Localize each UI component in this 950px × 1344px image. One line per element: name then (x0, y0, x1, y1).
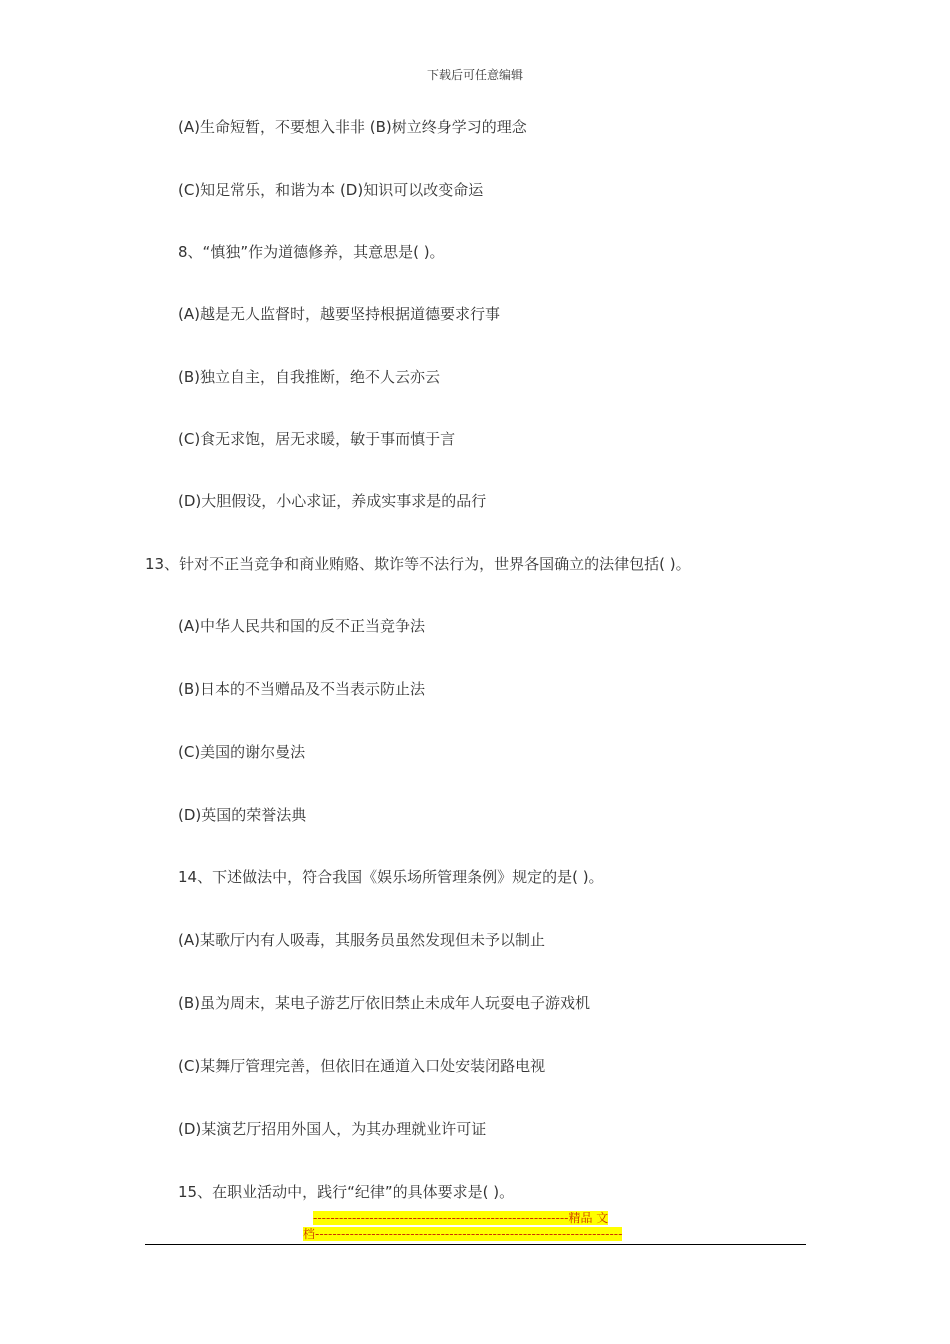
option-line: (C)某舞厅管理完善，但依旧在通道入口处安装闭路电视 (178, 1057, 546, 1075)
option-line: (B)日本的不当赠品及不当表示防止法 (178, 680, 425, 698)
option-line: (C)食无求饱，居无求暖，敏于事而慎于言 (178, 430, 456, 448)
question-8: 8、“慎独”作为道德修养，其意思是( )。 (178, 243, 445, 261)
watermark-footer (303, 1210, 648, 1242)
option-line: (A)生命短暂，不要想入非非 (B)树立终身学习的理念 (178, 118, 527, 136)
question-15: 15、在职业活动中，践行“纪律”的具体要求是( )。 (178, 1183, 515, 1201)
footer-divider (145, 1244, 806, 1245)
option-line: (D)大胆假设，小心求证，养成实事求是的品行 (178, 492, 487, 510)
option-line: (D)某演艺厅招用外国人，为其办理就业许可证 (178, 1120, 487, 1138)
option-line: (A)某歌厅内有人吸毒，其服务员虽然发现但未予以制止 (178, 931, 545, 949)
page-header: 下载后可任意编辑 (426, 68, 523, 82)
option-line: (B)独立自主，自我推断，绝不人云亦云 (178, 368, 440, 386)
option-line: (A)越是无人监督时，越要坚持根据道德要求行事 (178, 305, 500, 323)
option-line: (C)知足常乐，和谐为本 (D)知识可以改变命运 (178, 181, 484, 199)
option-line: (A)中华人民共和国的反不正当竞争法 (178, 617, 425, 635)
question-13: 13、针对不正当竞争和商业贿赂、欺诈等不法行为，世界各国确立的法律包括( )。 (145, 555, 691, 573)
watermark-line-2: 档----------------------------------------------------------------------- (303, 1227, 623, 1241)
question-14: 14、下述做法中，符合我国《娱乐场所管理条例》规定的是( )。 (178, 868, 604, 886)
option-line: (B)虽为周末，某电子游艺厅依旧禁止未成年人玩耍电子游戏机 (178, 994, 590, 1012)
option-line: (C)美国的谢尔曼法 (178, 743, 306, 761)
option-line: (D)英国的荣誉法典 (178, 806, 307, 824)
watermark-line-1: -----------------------------------------------------------精品 文 (313, 1211, 609, 1225)
